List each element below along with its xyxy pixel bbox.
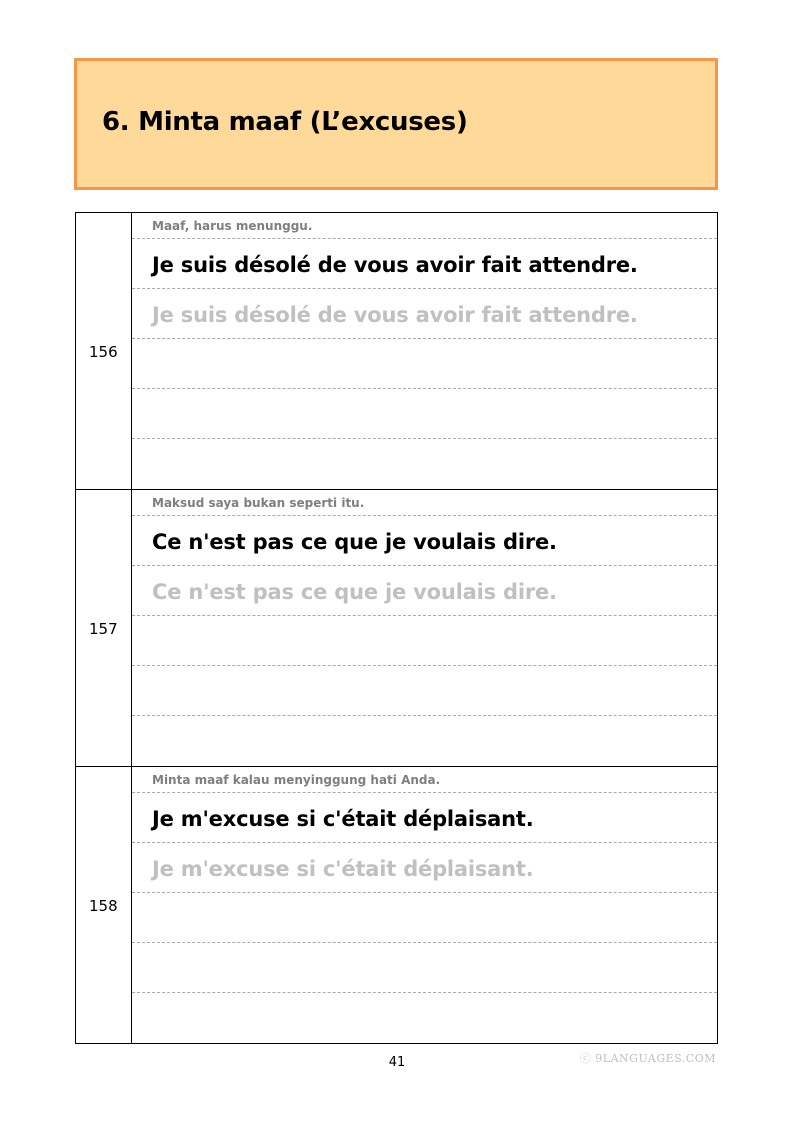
indonesian-hint: Maksud saya bukan seperti itu. bbox=[152, 496, 365, 510]
indonesian-hint: Minta maaf kalau menyinggung hati Anda. bbox=[152, 773, 441, 787]
copyright-notice: ⓒ 9LANGUAGES.COM bbox=[579, 1052, 716, 1065]
hint-row bbox=[132, 767, 717, 793]
practice-table bbox=[75, 212, 718, 1044]
writing-lines bbox=[132, 767, 717, 1043]
sentence-row bbox=[132, 239, 717, 289]
entry-number-cell bbox=[76, 490, 132, 766]
blank-writing-line bbox=[132, 893, 717, 943]
blank-writing-line bbox=[132, 716, 717, 765]
blank-writing-line bbox=[132, 616, 717, 666]
writing-lines bbox=[132, 213, 717, 489]
trace-row bbox=[132, 566, 717, 616]
sentence-row bbox=[132, 793, 717, 843]
trace-row bbox=[132, 843, 717, 893]
blank-writing-line bbox=[132, 389, 717, 439]
trace-sentence: Je suis désolé de vous avoir fait attendre. bbox=[152, 303, 638, 327]
entry-number-cell bbox=[76, 767, 132, 1043]
title-box bbox=[74, 58, 718, 190]
blank-writing-line bbox=[132, 943, 717, 993]
writing-lines bbox=[132, 490, 717, 766]
page-number: 41 bbox=[388, 1055, 406, 1070]
entry-number-cell bbox=[76, 213, 132, 489]
blank-writing-line bbox=[132, 339, 717, 389]
blank-writing-line bbox=[132, 993, 717, 1042]
practice-entry bbox=[76, 490, 717, 767]
hint-row bbox=[132, 213, 717, 239]
sentence-row bbox=[132, 516, 717, 566]
trace-sentence: Je m'excuse si c'était déplaisant. bbox=[152, 857, 534, 881]
hint-row bbox=[132, 490, 717, 516]
trace-row bbox=[132, 289, 717, 339]
entry-number: 157 bbox=[89, 620, 118, 638]
blank-writing-line bbox=[132, 666, 717, 716]
blank-writing-line bbox=[132, 439, 717, 488]
practice-entry bbox=[76, 213, 717, 490]
entry-number: 156 bbox=[89, 343, 118, 361]
indonesian-hint: Maaf, harus menunggu. bbox=[152, 219, 313, 233]
practice-entry bbox=[76, 767, 717, 1044]
trace-sentence: Ce n'est pas ce que je voulais dire. bbox=[152, 580, 557, 604]
page-title: 6. Minta maaf (L’excuses) bbox=[102, 107, 468, 137]
french-sentence: Ce n'est pas ce que je voulais dire. bbox=[152, 530, 557, 554]
entry-number: 158 bbox=[89, 897, 118, 915]
french-sentence: Je m'excuse si c'était déplaisant. bbox=[152, 807, 534, 831]
french-sentence: Je suis désolé de vous avoir fait attendre. bbox=[152, 253, 638, 277]
